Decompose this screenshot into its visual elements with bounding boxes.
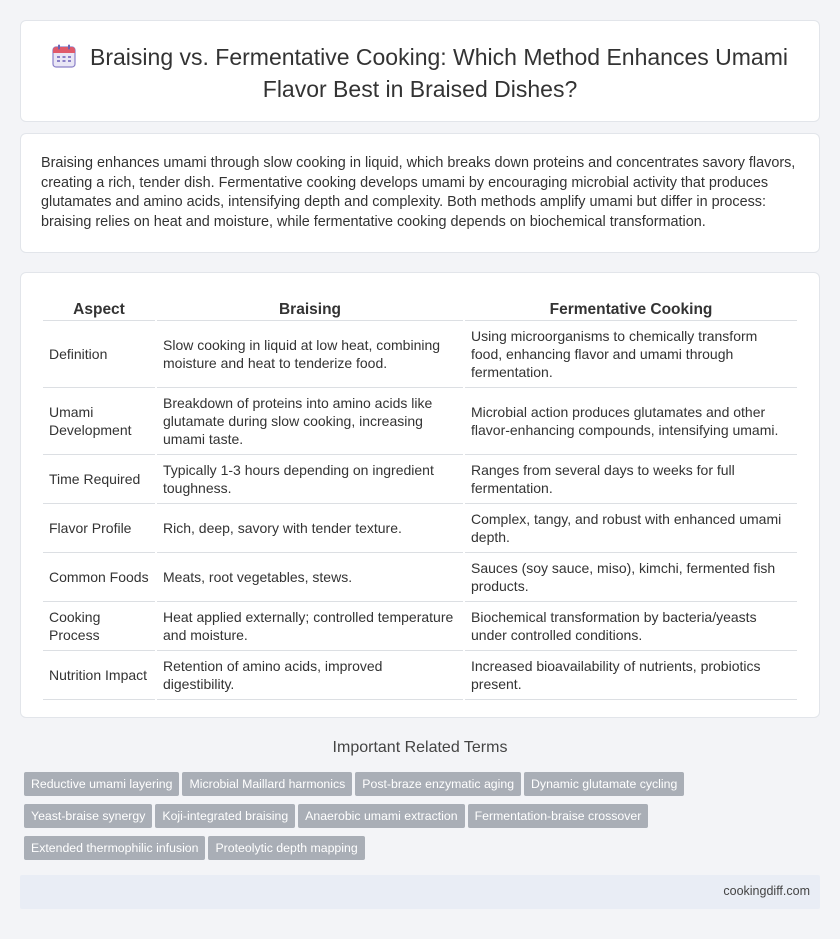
cell-fermentative: Sauces (soy sauce, miso), kimchi, fermented fish products. — [465, 553, 797, 602]
related-term-tag[interactable]: Dynamic glutamate cycling — [524, 772, 684, 796]
table-row — [43, 602, 797, 651]
cell-braising: Rich, deep, savory with tender texture. — [157, 504, 463, 553]
related-term-tag[interactable]: Fermentation-braise crossover — [468, 804, 649, 828]
header-fermentative: Fermentative Cooking — [465, 293, 797, 321]
related-term-tag[interactable]: Yeast-braise synergy — [24, 804, 152, 828]
related-term-tag[interactable]: Post-braze enzymatic aging — [355, 772, 521, 796]
cell-aspect: Definition — [43, 321, 155, 388]
header-card — [20, 20, 820, 122]
related-terms-list — [24, 772, 724, 868]
related-term-tag[interactable]: Anaerobic umami extraction — [298, 804, 464, 828]
cell-aspect: Umami Development — [43, 388, 155, 455]
cell-braising: Retention of amino acids, improved digestibility. — [157, 651, 463, 700]
cell-braising: Meats, root vegetables, stews. — [157, 553, 463, 602]
cell-fermentative: Using microorganisms to chemically transform food, enhancing flavor and umami through fermentation. — [465, 321, 797, 388]
cell-fermentative: Biochemical transformation by bacteria/yeasts under controlled conditions. — [465, 602, 797, 651]
related-term-tag[interactable]: Reductive umami layering — [24, 772, 179, 796]
cell-aspect: Cooking Process — [43, 602, 155, 651]
related-term-tag[interactable]: Koji-integrated braising — [155, 804, 295, 828]
intro-card — [20, 133, 820, 253]
related-term-tag[interactable]: Proteolytic depth mapping — [208, 836, 364, 860]
table-row — [43, 455, 797, 504]
related-term-tag[interactable]: Microbial Maillard harmonics — [182, 772, 352, 796]
related-term-tag[interactable]: Extended thermophilic infusion — [24, 836, 205, 860]
cell-fermentative: Increased bioavailability of nutrients, probiotics present. — [465, 651, 797, 700]
cell-braising: Breakdown of proteins into amino acids like glutamate during slow cooking, increasing umami taste. — [157, 388, 463, 455]
cell-aspect: Time Required — [43, 455, 155, 504]
calendar-icon — [52, 44, 76, 75]
table-row — [43, 504, 797, 553]
comparison-table — [41, 293, 799, 700]
cell-braising: Slow cooking in liquid at low heat, combining moisture and heat to tenderize food. — [157, 321, 463, 388]
cell-aspect: Flavor Profile — [43, 504, 155, 553]
header-braising: Braising — [157, 293, 463, 321]
related-terms-title: Important Related Terms — [332, 739, 508, 756]
table-row — [43, 651, 797, 700]
table-row — [43, 388, 797, 455]
comparison-card — [20, 272, 820, 718]
table-row — [43, 321, 797, 388]
table-row — [43, 553, 797, 602]
page-title-text: Braising vs. Fermentative Cooking: Which Method Enhances Umami Flavor Best in Braised Dishes? — [90, 44, 788, 102]
footer — [20, 875, 820, 909]
header-aspect: Aspect — [43, 293, 155, 321]
cell-fermentative: Complex, tangy, and robust with enhanced umami depth. — [465, 504, 797, 553]
cell-fermentative: Microbial action produces glutamates and other flavor-enhancing compounds, intensifying umami. — [465, 388, 797, 455]
intro-text: Braising enhances umami through slow cooking in liquid, which breaks down proteins and concentrates savory flavors, creating a rich, tender dish. Fermentative cooking develops umami by encouraging microbial activity that produces glutamates and amino acids, intensifying depth and complexity. Both methods amplify umami but differ in process: braising relies on heat and moisture, while fermentative cooking depends on biochemical transformation. — [41, 155, 796, 230]
cell-braising: Heat applied externally; controlled temperature and moisture. — [157, 602, 463, 651]
footer-site-link[interactable]: cookingdiff.com — [723, 884, 810, 898]
page-title — [21, 43, 819, 104]
cell-fermentative: Ranges from several days to weeks for full fermentation. — [465, 455, 797, 504]
cell-braising: Typically 1-3 hours depending on ingredient toughness. — [157, 455, 463, 504]
cell-aspect: Common Foods — [43, 553, 155, 602]
cell-aspect: Nutrition Impact — [43, 651, 155, 700]
